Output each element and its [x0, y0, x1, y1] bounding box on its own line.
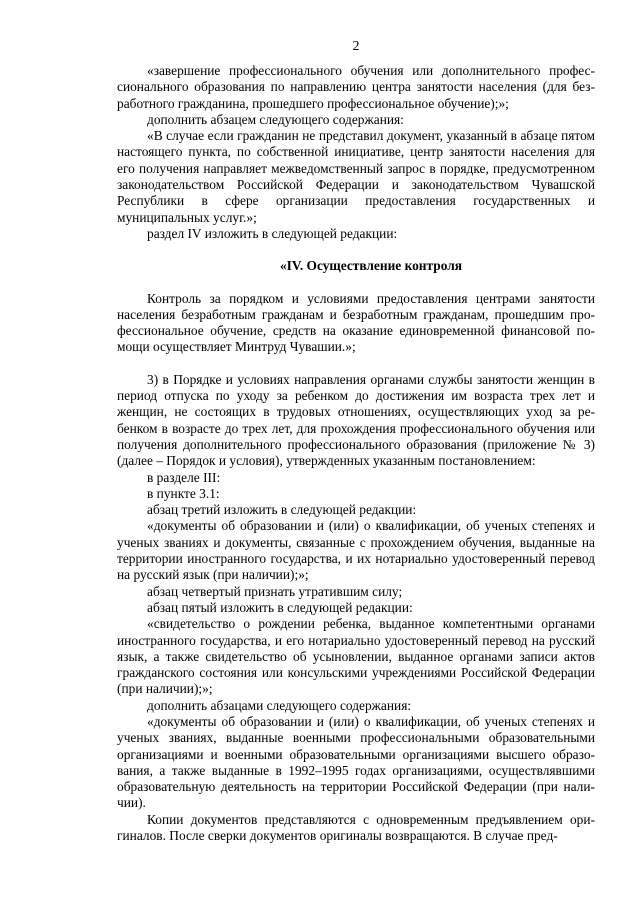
paragraph-education-documents: «документы об образовании и (или) о квалификации, об ученых степенях и ученых званиях и документы, связанные с прохождением обучения, выданные на территории иностранного государства, и их нотариально удостоверенный перевод на русский язык (при наличии);»;	[117, 518, 595, 583]
page-number: 2	[352, 39, 360, 54]
document-page	[117, 38, 595, 844]
paragraph-military-education: «документы об образовании и (или) о квалификации, об ученых степенях и ученых званиях, выданные военными профессиональными образовательными организациями и военными образовательными организациями высшего образования, а также выданные в 1992–1995 годах организациями, осуществлявшими образовательную деятельность на территории Российской Федерации (при наличии).	[117, 713, 595, 811]
spacer	[117, 356, 595, 372]
paragraph-section-iv-intro: раздел IV изложить в следующей редакции:	[147, 225, 398, 241]
paragraph-document-copies: Копии документов представляются с одновременным предъявлением оригиналов. После сверки документов оригиналы возвращаются. В случае пред-	[117, 811, 595, 844]
paragraph-section-iii: в разделе III:	[147, 469, 221, 485]
spacer	[117, 275, 595, 291]
paragraph-item-3-1: в пункте 3.1:	[147, 485, 220, 501]
paragraph-interagency-request: «В случае если гражданин не представил документ, указанный в абзаце пятом настоящего пункта, по собственной инициативе, центр занятости населения для его получения направляет межведомственный запрос в порядке, предусмотренном законодательством Российской Федерации и законодательством Чувашской Республики в сфере организации предоставления государственных и муниципальных услуг.»;	[117, 128, 595, 225]
paragraph-completion-clause: «завершение профессионального обучения или дополнительного профессионального образования по направлению центра занятости населения (для безработного гражданина, прошедшего профессиональное обучение);»;	[117, 63, 595, 111]
section-title: «IV. Осуществление контроля	[279, 258, 462, 274]
paragraph-abzac-fourth: абзац четвертый признать утратившим силу;	[147, 583, 403, 599]
spacer	[117, 242, 595, 258]
paragraph-control: Контроль за порядком и условиями предоставления центрами занятости населения безработным гражданам и безработным гражданам, прошедшим профессиональное обучение, средств на оказание единовременной финансовой помощи осуществляет Минтруд Чувашии.»;	[117, 290, 595, 355]
paragraph-add-abzac: дополнить абзацем следующего содержания:	[147, 111, 404, 127]
paragraph-procedure-women: 3) в Порядке и условиях направления органами службы занятости женщин в период отпуска по уходу за ребенком до достижения им возраста трех лет и женщин, не состоящих в трудовых отношениях, осуществляющих уход за ребенком в возрасте до трех лет, для прохождения профессионального обучения или получения дополнительного профессионального образования (приложение № 3) (далее – Порядок и условия), утвержденных указанным постановлением:	[117, 371, 595, 469]
paragraph-abzac-fifth: абзац пятый изложить в следующей редакции:	[147, 599, 413, 615]
paragraph-abzac-third: абзац третий изложить в следующей редакции:	[147, 502, 417, 518]
paragraph-birth-certificate: «свидетельство о рождении ребенка, выданное компетентными органами иностранного государства, и его нотариально удостоверенный перевод на русский язык, а также свидетельство об усыновлении, выданное органами записи актов гражданского состояния или консульскими учреждениями Российской Федерации (при наличии);»;	[117, 616, 595, 697]
paragraph-add-abzacs: дополнить абзацами следующего содержания:	[147, 697, 412, 713]
